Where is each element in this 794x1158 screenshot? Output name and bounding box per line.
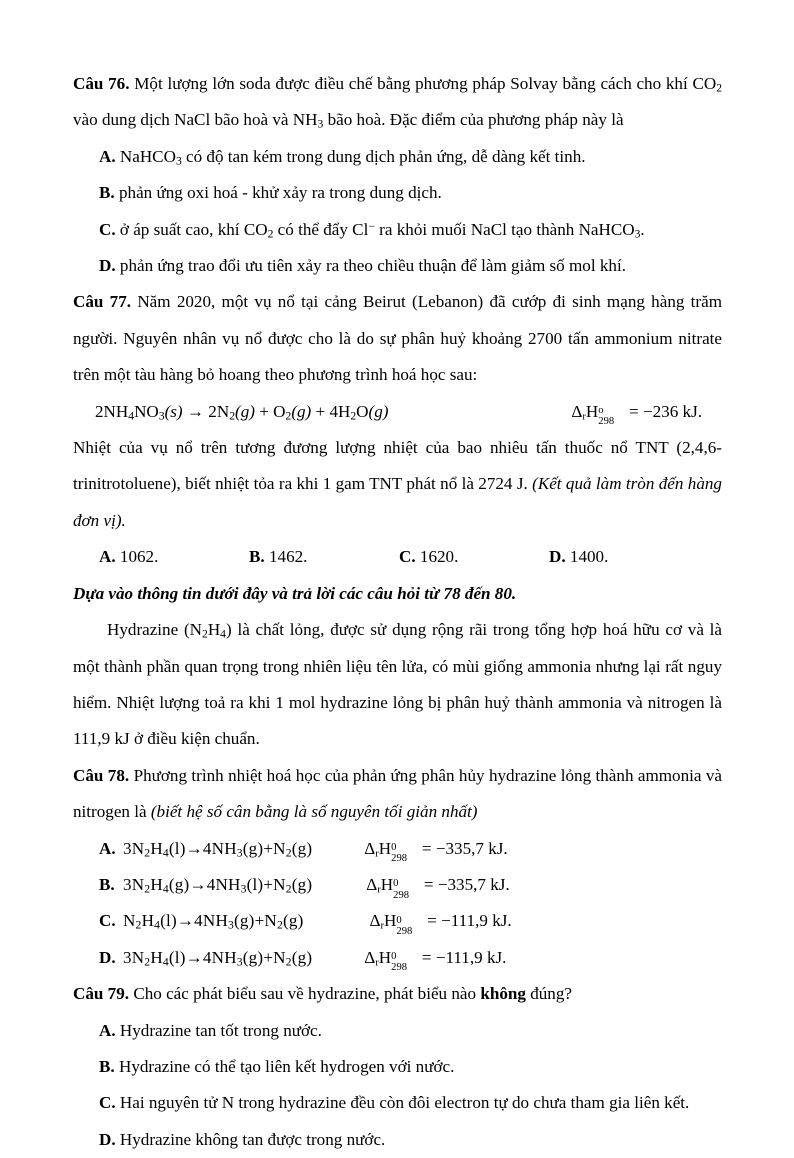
question-78-option-a[interactable]: [73, 831, 722, 867]
q78d-plus: +: [263, 947, 274, 967]
q78d-p2-state: (g): [291, 947, 313, 967]
question-79-option-b[interactable]: [73, 1049, 722, 1085]
option-c-sub-co2: 2: [267, 227, 274, 241]
question-76-stem: [73, 66, 722, 139]
q78d-r-h: H: [150, 947, 163, 967]
passage-heading: Dựa vào thông tin dưới đây và trả lời các câu hỏi từ 78 đến 80.: [73, 583, 517, 603]
eq77-p3-sub: 2: [350, 409, 357, 423]
eq77-h-sub: 298: [598, 416, 615, 428]
q78d-p1-coeff: 4: [202, 947, 212, 967]
eq77-h-sup: o: [598, 405, 604, 416]
q78c-p1-state: (g): [234, 911, 255, 931]
q78-option-a-label: A.: [99, 838, 116, 858]
question-77: [73, 284, 722, 575]
q79-option-b-label: B.: [99, 1056, 115, 1076]
q78a-p1-coeff: 4: [202, 838, 212, 858]
question-77-stem-text: Năm 2020, một vụ nổ tại cảng Beirut (Lebanon) đã cướp đi sinh mạng hàng trăm người. Nguyên nhân vụ nổ được cho là do sự phân huỷ khoảng 2700 tấn ammonium nitrate trên một tàu hàng bỏ hoang theo phương trình hoá học sau:: [73, 292, 723, 385]
option-c-sup-chloride: −: [368, 219, 375, 233]
q78d-h: H: [378, 947, 392, 967]
q78d-r-state: (l): [168, 947, 186, 967]
question-77-option-b[interactable]: [249, 539, 399, 575]
option-c-text-3: ra khỏi muối NaCl tạo thành NaHCO: [374, 219, 635, 239]
question-78-option-d[interactable]: [73, 940, 722, 976]
eq77-p1-coeff: 2: [208, 401, 217, 421]
q78-option-d-label: D.: [99, 947, 116, 967]
question-79-stem-a: Cho các phát biểu sau về hydrazine, phát biểu nào: [133, 984, 481, 1004]
q78c-p1-sub: 3: [228, 918, 235, 932]
q78a-coeff: 3: [123, 838, 132, 858]
q79-option-b-text: Hydrazine có thể tạo liên kết hydrogen với nước.: [118, 1056, 455, 1076]
question-77-equation: [73, 394, 722, 430]
eq77-plus-1: +: [259, 401, 269, 421]
question-76-label: Câu 76.: [73, 74, 130, 93]
q78b-p1-sub: 3: [240, 882, 247, 896]
question-78-stem-text: Phương trình nhiệt hoá học của phản ứng phân hủy hydrazine lỏng thành ammonia và nitrogen là: [73, 765, 723, 822]
eq77-p3-h: H: [338, 401, 351, 421]
q78b-p2: N: [273, 874, 286, 894]
q78b-arrow: →: [189, 874, 207, 894]
eq77-value: = −236 kJ.: [624, 401, 702, 421]
question-79-option-a[interactable]: [73, 1013, 722, 1049]
q78a-r-h: H: [150, 838, 163, 858]
option-c-text-2: có thể đẩy Cl: [273, 219, 369, 239]
eq77-reactant-sub3: 3: [158, 409, 165, 423]
q78a-r-sub1: 2: [144, 846, 151, 860]
passage-block: [73, 576, 722, 758]
q77-option-a-label: A.: [99, 547, 116, 567]
question-76-option-a[interactable]: [73, 139, 722, 175]
q78a-p1: NH: [211, 838, 237, 858]
q78c-p1: NH: [202, 911, 228, 931]
question-78-stem: [73, 758, 722, 831]
q78-option-b-enthalpy: [366, 867, 509, 903]
q78c-h: H: [384, 911, 397, 931]
q78b-p2-sub: 2: [285, 882, 292, 896]
q78d-p2: N: [273, 947, 286, 967]
q78a-r-sub2: 4: [162, 846, 169, 860]
option-d-text: phản ứng trao đổi ưu tiên xảy ra theo chiều thuận để làm giảm số mol khí.: [119, 256, 626, 276]
q77-option-b-label: B.: [249, 547, 265, 567]
q78d-p1-state: (g): [242, 947, 264, 967]
q78c-delta: Δ: [369, 911, 381, 931]
eq77-delta-sub-r: r: [582, 411, 586, 423]
q78b-h-sup: 0: [393, 878, 399, 890]
q78-option-c-label: C.: [99, 911, 116, 931]
q78a-h: H: [378, 838, 392, 858]
question-76-stem-part3: bão hoà. Đặc điểm của phương pháp này là: [323, 110, 624, 130]
q78b-r-h: H: [150, 874, 163, 894]
q78a-delta-sub: r: [375, 848, 379, 860]
q78-option-d-equation: [123, 940, 312, 976]
q78b-p1: NH: [215, 874, 241, 894]
question-79-label: Câu 79.: [73, 984, 130, 1004]
q78a-h-indices: [391, 836, 418, 865]
eq77-reactant-coeff: 2: [95, 401, 104, 421]
q79-option-c-text: Hai nguyên tử N trong hydrazine đều còn đôi electron tự do chưa tham gia liên kết.: [119, 1093, 690, 1113]
q79-option-a-text: Hydrazine tan tốt trong nước.: [119, 1020, 322, 1040]
eq77-reactant-no: NO: [134, 401, 159, 421]
q78c-r-h: H: [141, 911, 155, 931]
question-78-note: (biết hệ số cân bằng là số nguyên tối giản nhất): [150, 802, 478, 822]
q78b-p1-coeff: 4: [206, 874, 216, 894]
eq77-p2-state: (g): [291, 401, 312, 421]
q78-option-a-enthalpy: [364, 831, 507, 867]
q78d-h-sup: 0: [391, 951, 397, 963]
q78c-p1-coeff: 4: [194, 911, 203, 931]
question-77-option-a[interactable]: [99, 539, 249, 575]
q78-option-c-equation: [123, 903, 304, 939]
q78c-p2: N: [264, 911, 277, 931]
q78a-arrow: →: [185, 838, 203, 858]
question-78-label: Câu 78.: [73, 765, 130, 785]
eq77-delta: Δ: [571, 401, 583, 421]
question-79: [73, 976, 722, 1158]
q78d-delta-sub: r: [375, 957, 379, 969]
question-77-option-d[interactable]: [549, 539, 699, 575]
q78b-value: = −335,7 kJ.: [419, 874, 510, 894]
eq77-p1-state: (g): [235, 401, 255, 421]
q78b-plus: +: [263, 874, 274, 894]
q78a-value: = −335,7 kJ.: [417, 838, 508, 858]
q78a-p2: N: [273, 838, 286, 858]
q78d-delta: Δ: [364, 947, 376, 967]
q78c-p2-state: (g): [282, 911, 304, 931]
q78-option-c-enthalpy: [370, 903, 512, 939]
q78d-arrow: →: [185, 947, 203, 967]
q78c-h-sup: 0: [396, 914, 402, 926]
q78c-arrow: →: [176, 911, 195, 931]
q78d-coeff: 3: [123, 947, 132, 967]
q78d-p1-sub: 3: [236, 955, 243, 969]
q78d-h-sub: 298: [391, 962, 408, 974]
question-78-option-b[interactable]: [73, 867, 722, 903]
q79-option-d-text: Hydrazine không tan được trong nước.: [119, 1129, 386, 1149]
option-a-text-2: có độ tan kém trong dung dịch phản ứng, dễ dàng kết tinh.: [181, 146, 586, 166]
q79-option-a-label: A.: [99, 1020, 116, 1040]
q78b-coeff: 3: [123, 874, 132, 894]
q77-option-d-label: D.: [549, 547, 566, 567]
option-a-text-1: NaHCO: [119, 146, 176, 166]
question-78: [73, 758, 722, 976]
option-c-sub-nahco3: 3: [634, 227, 641, 241]
q78a-r-n: N: [131, 838, 145, 858]
question-77-option-c[interactable]: [399, 539, 549, 575]
q77-option-a-text: 1062.: [119, 547, 159, 567]
question-76: [73, 66, 722, 284]
question-77-stem: [73, 284, 722, 393]
q77-option-d-text: 1400.: [569, 547, 609, 567]
eq77-reactant-state: (s): [164, 401, 183, 421]
q78c-delta-sub: r: [380, 920, 385, 932]
q78d-p2-sub: 2: [285, 955, 292, 969]
passage-sub-n2: 2: [202, 627, 208, 641]
eq77-p1-sub: 2: [229, 409, 235, 423]
question-76-sub-nh3: 3: [317, 117, 324, 131]
q78a-p2-sub: 2: [285, 846, 292, 860]
q78d-r-sub2: 4: [162, 955, 169, 969]
q77-option-c-text: 1620.: [419, 547, 459, 567]
q78c-plus: +: [254, 911, 265, 931]
q79-option-c-label: C.: [99, 1093, 116, 1113]
q78d-value: = −111,9 kJ.: [417, 947, 507, 967]
passage-text: [73, 612, 722, 758]
q78a-r-state: (l): [168, 838, 186, 858]
question-79-option-c[interactable]: [73, 1085, 722, 1121]
q78c-h-sub: 298: [396, 926, 413, 938]
question-76-option-c[interactable]: [73, 212, 722, 248]
q79-option-d-label: D.: [99, 1129, 116, 1149]
question-77-enthalpy: [571, 394, 722, 430]
q78b-h: H: [380, 874, 394, 894]
question-76-stem-part2: vào dung dịch NaCl bão hoà và NH: [73, 110, 318, 130]
q78a-delta: Δ: [364, 838, 376, 858]
passage-part3: ) là chất lỏng, được sử dụng rộng rãi trong tổng hợp hoá hữu cơ và là một thành phần quan trọng trong nhiên liệu tên lửa, có mùi giống ammonia nhưng lại rất nguy hiểm. Nhiệt lượng toả ra khi 1 mol hydrazine lỏng bị phân huỷ thành ammonia và nitrogen là 111,9 kJ ở điều kiện chuẩn.: [73, 620, 723, 749]
eq77-h-indices: [598, 400, 625, 428]
q78a-p2-state: (g): [291, 838, 313, 858]
q78b-delta: Δ: [366, 874, 378, 894]
q78-option-b-equation: [123, 867, 312, 903]
q78b-delta-sub: r: [377, 884, 381, 896]
passage-sub-h4: 4: [220, 627, 226, 641]
question-77-stem-continued: [73, 430, 722, 539]
q78c-p2-sub: 2: [276, 918, 283, 932]
option-c-text-1: ở áp suất cao, khí CO: [119, 219, 268, 239]
eq77-p2: O: [273, 401, 286, 421]
option-a-label: A.: [99, 146, 116, 166]
q78b-r-sub2: 4: [162, 882, 169, 896]
q78c-r-state: (l): [160, 911, 177, 931]
eq77-p1: N: [216, 401, 230, 421]
option-b-text: phản ứng oxi hoá - khử xảy ra trong dung dịch.: [118, 183, 442, 203]
passage-part2: H: [207, 620, 221, 640]
question-77-rounding-note: (Kết quả làm tròn đến hàng đơn vị).: [73, 474, 722, 530]
q77-option-c-label: C.: [399, 547, 416, 567]
eq77-p2-sub: 2: [285, 409, 292, 423]
question-79-option-d[interactable]: [73, 1122, 722, 1158]
q78a-p1-sub: 3: [236, 846, 243, 860]
q78-option-d-enthalpy: [364, 940, 506, 976]
q78b-r-n: N: [131, 874, 145, 894]
q78b-h-sub: 298: [393, 889, 410, 901]
q78b-r-sub1: 2: [144, 882, 151, 896]
question-79-stem-b: đúng?: [525, 984, 572, 1004]
option-b-label: B.: [99, 183, 115, 203]
q78a-h-sub: 298: [391, 853, 408, 865]
q78c-h-indices: [396, 909, 423, 938]
question-76-stem-part1: Một lượng lớn soda được điều chế bằng phương pháp Solvay bằng cách cho khí CO: [134, 74, 717, 93]
question-79-emphasis: không: [480, 984, 526, 1004]
q78d-r-sub1: 2: [144, 955, 151, 969]
q78b-p1-state: (l): [246, 874, 264, 894]
option-d-label: D.: [99, 256, 116, 276]
question-76-option-d[interactable]: [73, 248, 722, 284]
q78-option-a-equation: [123, 831, 312, 867]
option-a-sub: 3: [175, 154, 182, 168]
question-77-options: [73, 539, 722, 575]
q78d-h-indices: [391, 946, 418, 974]
eq77-p3-o: O: [356, 401, 369, 421]
eq77-reactant-sub4: 4: [128, 409, 135, 423]
eq77-h: H: [585, 401, 599, 421]
eq77-reactant-nh: NH: [103, 401, 129, 421]
question-76-option-b[interactable]: [73, 175, 722, 211]
q78c-r-sub2: 4: [154, 918, 161, 932]
q78c-r-n: N: [123, 911, 136, 931]
eq77-p3-coeff: 4: [329, 401, 338, 421]
q78b-p2-state: (g): [291, 874, 313, 894]
q78c-value: = −111,9 kJ.: [422, 911, 512, 931]
eq77-plus-2: +: [315, 401, 326, 421]
eq77-arrow: →: [186, 401, 204, 421]
q78d-r-n: N: [131, 947, 145, 967]
q78a-plus: +: [263, 838, 274, 858]
eq77-p3-state: (g): [368, 401, 389, 421]
question-77-equation-formula: [95, 394, 388, 430]
question-78-option-c[interactable]: [73, 903, 722, 939]
q78d-p1: NH: [211, 947, 237, 967]
q78b-r-state: (g): [168, 874, 190, 894]
q78a-h-sup: 0: [391, 841, 397, 853]
q78b-h-indices: [393, 873, 420, 901]
q78-option-b-label: B.: [99, 874, 115, 894]
q78c-r-sub1: 2: [135, 918, 142, 932]
q77-option-b-text: 1462.: [268, 547, 308, 567]
passage-part1: Hydrazine (N: [107, 620, 202, 640]
question-77-stem-line2: Nhiệt của vụ nổ trên tương đương lượng nhiệt của bao nhiêu tấn thuốc nổ TNT (2,4,6-trinitrotoluene), biết nhiệt tỏa ra khi 1 gam TNT phát nổ là 2724 J.: [73, 438, 722, 494]
question-77-label: Câu 77.: [73, 292, 132, 312]
q78a-p1-state: (g): [242, 838, 264, 858]
option-c-text-4: .: [640, 219, 645, 239]
question-76-sub-co2: 2: [716, 81, 722, 95]
option-c-label: C.: [99, 219, 116, 239]
